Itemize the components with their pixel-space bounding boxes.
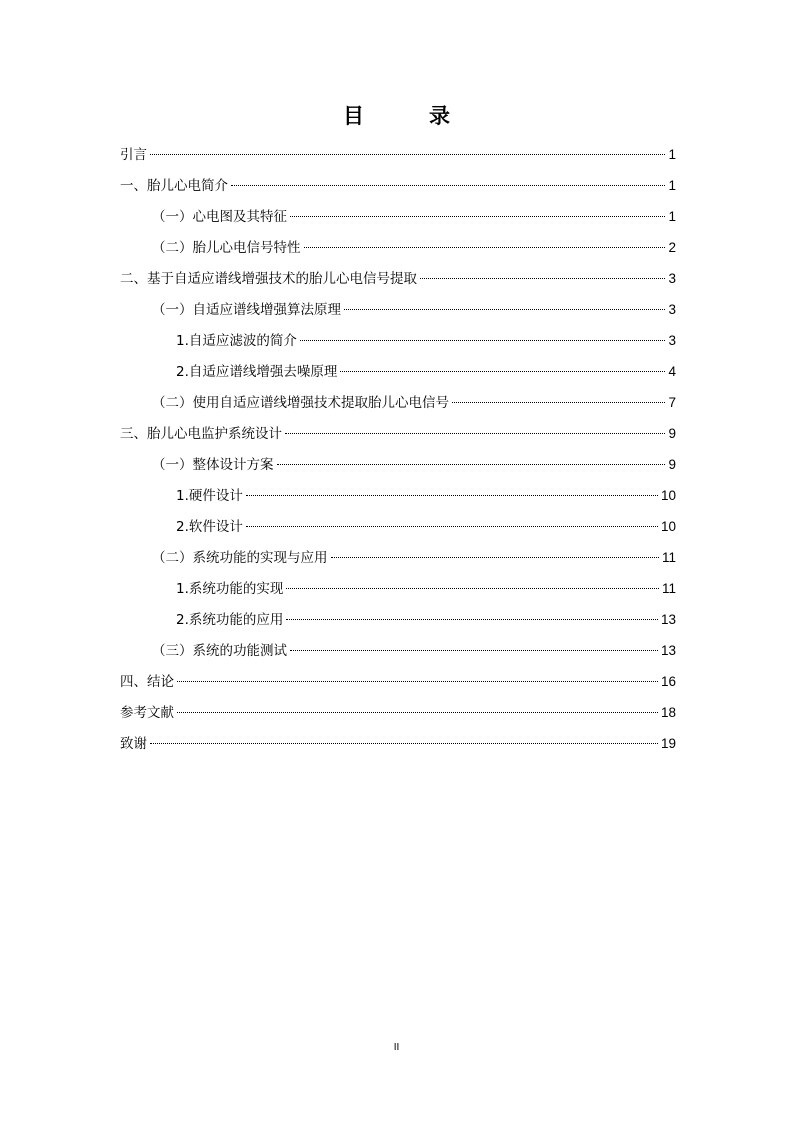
toc-entry-page-number: 1 bbox=[668, 147, 676, 162]
toc-entry[interactable] bbox=[120, 205, 676, 236]
toc-entry-title[interactable]: （一）自适应谱线增强算法原理 bbox=[152, 302, 341, 318]
toc-entry[interactable] bbox=[120, 174, 676, 205]
toc-entry-page-number: 4 bbox=[668, 364, 676, 379]
footer-page-number: II bbox=[393, 1042, 400, 1053]
toc-entry-page-number: 16 bbox=[660, 674, 676, 689]
toc-dot-leader bbox=[286, 618, 658, 620]
toc-entry[interactable] bbox=[120, 360, 676, 391]
toc-entry-page-number: 1 bbox=[668, 209, 676, 224]
toc-entry[interactable] bbox=[120, 329, 676, 360]
toc-entry[interactable] bbox=[120, 732, 676, 763]
toc-entry-page-number: 11 bbox=[661, 581, 676, 596]
toc-entry-title[interactable]: 1.硬件设计 bbox=[176, 488, 243, 504]
toc-dot-leader bbox=[344, 308, 665, 310]
toc-dot-leader bbox=[304, 246, 666, 248]
toc-dot-leader bbox=[150, 742, 658, 744]
toc-title: 目 录 bbox=[343, 104, 472, 128]
toc-entry-title[interactable]: 参考文献 bbox=[120, 705, 174, 721]
toc-entry[interactable] bbox=[120, 515, 676, 546]
toc-entry-page-number: 19 bbox=[660, 736, 676, 751]
toc-entry[interactable] bbox=[120, 670, 676, 701]
toc-dot-leader bbox=[290, 649, 658, 651]
toc-entry-page-number: 7 bbox=[668, 395, 676, 410]
toc-dot-leader bbox=[246, 525, 658, 527]
toc-dot-leader bbox=[177, 680, 658, 682]
toc-entry[interactable] bbox=[120, 608, 676, 639]
toc-entry[interactable] bbox=[120, 577, 676, 608]
toc-dot-leader bbox=[177, 711, 658, 713]
toc-dot-leader bbox=[290, 215, 665, 217]
toc-entry[interactable] bbox=[120, 453, 676, 484]
toc-entry[interactable] bbox=[120, 143, 676, 174]
toc-entry-title[interactable]: 引言 bbox=[120, 147, 147, 163]
toc-entry-page-number: 9 bbox=[668, 457, 676, 472]
toc-entry-page-number: 1 bbox=[668, 178, 676, 193]
toc-dot-leader bbox=[285, 432, 665, 434]
toc-entry[interactable] bbox=[120, 701, 676, 732]
toc-dot-leader bbox=[452, 401, 665, 403]
toc-entry[interactable] bbox=[120, 422, 676, 453]
toc-entry-title[interactable]: 1.系统功能的实现 bbox=[176, 581, 284, 597]
toc-entry[interactable] bbox=[120, 484, 676, 515]
toc-entry-page-number: 11 bbox=[661, 550, 676, 565]
toc-entry-page-number: 18 bbox=[660, 705, 676, 720]
toc-entry-title[interactable]: 2.自适应谱线增强去噪原理 bbox=[176, 364, 338, 380]
table-of-contents bbox=[120, 143, 676, 763]
toc-dot-leader bbox=[150, 153, 665, 155]
toc-entry-page-number: 9 bbox=[668, 426, 676, 441]
toc-entry[interactable] bbox=[120, 236, 676, 267]
toc-entry-page-number: 10 bbox=[660, 519, 676, 534]
toc-entry-page-number: 10 bbox=[660, 488, 676, 503]
toc-entry-title[interactable]: （二）胎儿心电信号特性 bbox=[152, 240, 301, 256]
toc-entry-title[interactable]: 三、胎儿心电监护系统设计 bbox=[120, 426, 282, 442]
toc-entry[interactable] bbox=[120, 267, 676, 298]
toc-entry-title[interactable]: （一）心电图及其特征 bbox=[152, 209, 287, 225]
toc-entry-title[interactable]: 2.软件设计 bbox=[176, 519, 243, 535]
toc-entry-title[interactable]: 二、基于自适应谱线增强技术的胎儿心电信号提取 bbox=[120, 271, 417, 287]
toc-dot-leader bbox=[331, 556, 659, 558]
toc-entry-page-number: 3 bbox=[668, 271, 676, 286]
toc-entry-page-number: 13 bbox=[660, 612, 676, 627]
toc-dot-leader bbox=[420, 277, 665, 279]
toc-dot-leader bbox=[286, 587, 659, 589]
toc-dot-leader bbox=[246, 494, 658, 496]
toc-dot-leader bbox=[300, 339, 666, 341]
toc-entry-title[interactable]: 一、胎儿心电简介 bbox=[120, 178, 228, 194]
toc-entry[interactable] bbox=[120, 298, 676, 329]
toc-entry-title[interactable]: 2.系统功能的应用 bbox=[176, 612, 284, 628]
toc-entry-title[interactable]: （一）整体设计方案 bbox=[152, 457, 274, 473]
toc-entry-title[interactable]: 1.自适应滤波的简介 bbox=[176, 333, 297, 349]
toc-entry[interactable] bbox=[120, 639, 676, 670]
toc-entry-title[interactable]: 四、结论 bbox=[120, 674, 174, 690]
toc-dot-leader bbox=[277, 463, 666, 465]
toc-entry-title[interactable]: （二）系统功能的实现与应用 bbox=[152, 550, 328, 566]
toc-dot-leader bbox=[231, 184, 665, 186]
toc-dot-leader bbox=[340, 370, 665, 372]
toc-entry-title[interactable]: （二）使用自适应谱线增强技术提取胎儿心电信号 bbox=[152, 395, 449, 411]
toc-entry-page-number: 3 bbox=[668, 333, 676, 348]
toc-entry-page-number: 3 bbox=[668, 302, 676, 317]
toc-entry-page-number: 13 bbox=[660, 643, 676, 658]
toc-entry-title[interactable]: 致谢 bbox=[120, 736, 147, 752]
toc-entry[interactable] bbox=[120, 391, 676, 422]
toc-entry-page-number: 2 bbox=[668, 240, 676, 255]
toc-entry-title[interactable]: （三）系统的功能测试 bbox=[152, 643, 287, 659]
toc-entry[interactable] bbox=[120, 546, 676, 577]
